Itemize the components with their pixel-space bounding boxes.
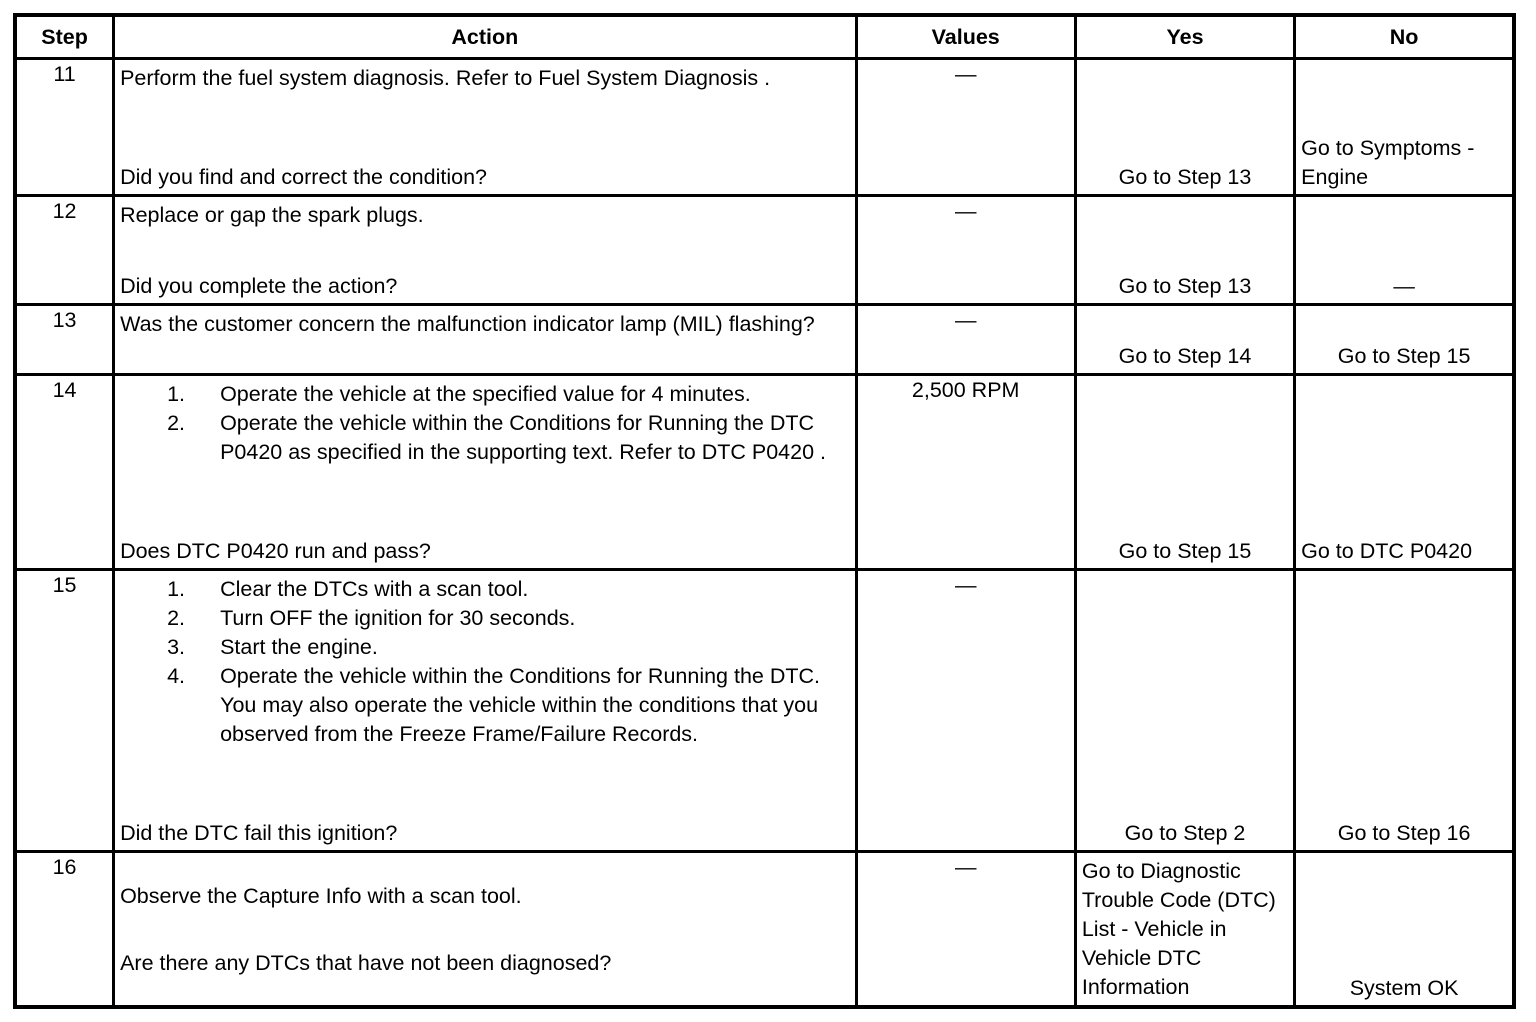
action-text: Perform the fuel system diagnosis. Refer to Fuel System Diagnosis . <box>120 66 771 90</box>
table-row-step-12 <box>15 196 1514 305</box>
values-cell: — <box>856 196 1075 305</box>
action-cell <box>114 852 856 1007</box>
no-result: Go to DTC P0420 <box>1301 539 1473 563</box>
list-item-number: 1. <box>167 577 186 601</box>
action-question: Did you find and correct the condition? <box>120 165 487 189</box>
step-number: 13 <box>15 305 114 375</box>
yes-result: Go to Step 15 <box>1118 539 1252 563</box>
action-text: Observe the Capture Info with a scan tool. <box>120 883 522 908</box>
list-item-text: Operate the vehicle within the Conditions for Running the DTC. You may also operate the vehicle within the conditions that you observed from the Freeze Frame/Failure Records. <box>220 664 821 746</box>
action-question: Did the DTC fail this ignition? <box>120 821 398 845</box>
no-result: Go to Step 15 <box>1337 344 1471 368</box>
yes-result: Go to Step 13 <box>1118 274 1252 298</box>
list-item-text: Clear the DTCs with a scan tool. <box>220 577 529 601</box>
list-item <box>120 380 849 409</box>
action-question: Was the customer concern the malfunction indicator lamp (MIL) flashing? <box>120 312 815 336</box>
step-number: 14 <box>15 375 114 570</box>
no-result: Go to Symptoms - Engine <box>1301 136 1475 189</box>
yes-result: Go to Step 14 <box>1118 344 1252 368</box>
list-item <box>120 662 849 749</box>
list-item-number: 1. <box>167 382 186 406</box>
step-number: 16 <box>15 852 114 1007</box>
action-steps-list <box>120 575 849 749</box>
table-row-step-13 <box>15 305 1514 375</box>
step-number: 15 <box>15 570 114 852</box>
table-row-step-11 <box>15 59 1514 196</box>
list-item-number: 2. <box>167 606 186 630</box>
action-cell <box>114 196 856 305</box>
table-row-step-14 <box>15 375 1514 570</box>
values-cell: 2,500 RPM <box>856 375 1075 570</box>
yes-result: Go to Diagnostic Trouble Code (DTC) List - Vehicle in Vehicle DTC Information <box>1081 859 1276 999</box>
action-text: Replace or gap the spark plugs. <box>120 203 424 227</box>
yes-cell <box>1075 375 1294 570</box>
yes-cell <box>1075 570 1294 852</box>
step-number: 12 <box>15 196 114 305</box>
list-item-number: 4. <box>167 664 186 688</box>
no-result: System OK <box>1349 975 1459 1000</box>
values-cell: — <box>856 59 1075 196</box>
list-item <box>120 633 849 662</box>
action-question: Did you complete the action? <box>120 274 398 298</box>
no-result: Go to Step 16 <box>1337 821 1471 845</box>
diagnostic-table <box>13 13 1516 1009</box>
header-yes: Yes <box>1075 15 1294 59</box>
list-item <box>120 409 849 467</box>
action-question: Are there any DTCs that have not been diagnosed? <box>120 950 612 975</box>
action-cell <box>114 570 856 852</box>
list-item-number: 3. <box>167 635 186 659</box>
no-cell <box>1295 375 1514 570</box>
header-action: Action <box>114 15 856 59</box>
list-item-text: Start the engine. <box>220 635 378 659</box>
yes-cell <box>1075 196 1294 305</box>
no-cell <box>1295 570 1514 852</box>
yes-cell <box>1075 59 1294 196</box>
no-cell <box>1295 852 1514 1007</box>
table-row-step-16 <box>15 852 1514 1007</box>
action-question: Does DTC P0420 run and pass? <box>120 539 431 563</box>
step-number: 11 <box>15 59 114 196</box>
action-cell <box>114 59 856 196</box>
diagnostic-document <box>13 13 1516 1007</box>
values-cell: — <box>856 570 1075 852</box>
list-item-text: Turn OFF the ignition for 30 seconds. <box>220 606 576 630</box>
header-row <box>15 15 1514 59</box>
action-steps-list <box>120 380 849 467</box>
list-item <box>120 604 849 633</box>
header-no: No <box>1295 15 1514 59</box>
no-result: — <box>1393 274 1415 298</box>
list-item <box>120 575 849 604</box>
action-cell <box>114 375 856 570</box>
list-item-text: Operate the vehicle within the Conditions for Running the DTC P0420 as specified in the supporting text. Refer to DTC P0420 . <box>220 411 827 464</box>
list-item-number: 2. <box>167 411 186 435</box>
yes-cell <box>1075 852 1294 1007</box>
yes-result: Go to Step 2 <box>1124 821 1246 845</box>
no-cell <box>1295 305 1514 375</box>
values-cell: — <box>856 305 1075 375</box>
header-values: Values <box>856 15 1075 59</box>
yes-result: Go to Step 13 <box>1118 165 1252 189</box>
yes-cell <box>1075 305 1294 375</box>
values-cell: — <box>856 852 1075 1007</box>
header-step: Step <box>15 15 114 59</box>
action-cell <box>114 305 856 375</box>
list-item-text: Operate the vehicle at the specified value for 4 minutes. <box>220 382 751 406</box>
no-cell <box>1295 196 1514 305</box>
no-cell <box>1295 59 1514 196</box>
table-row-step-15 <box>15 570 1514 852</box>
